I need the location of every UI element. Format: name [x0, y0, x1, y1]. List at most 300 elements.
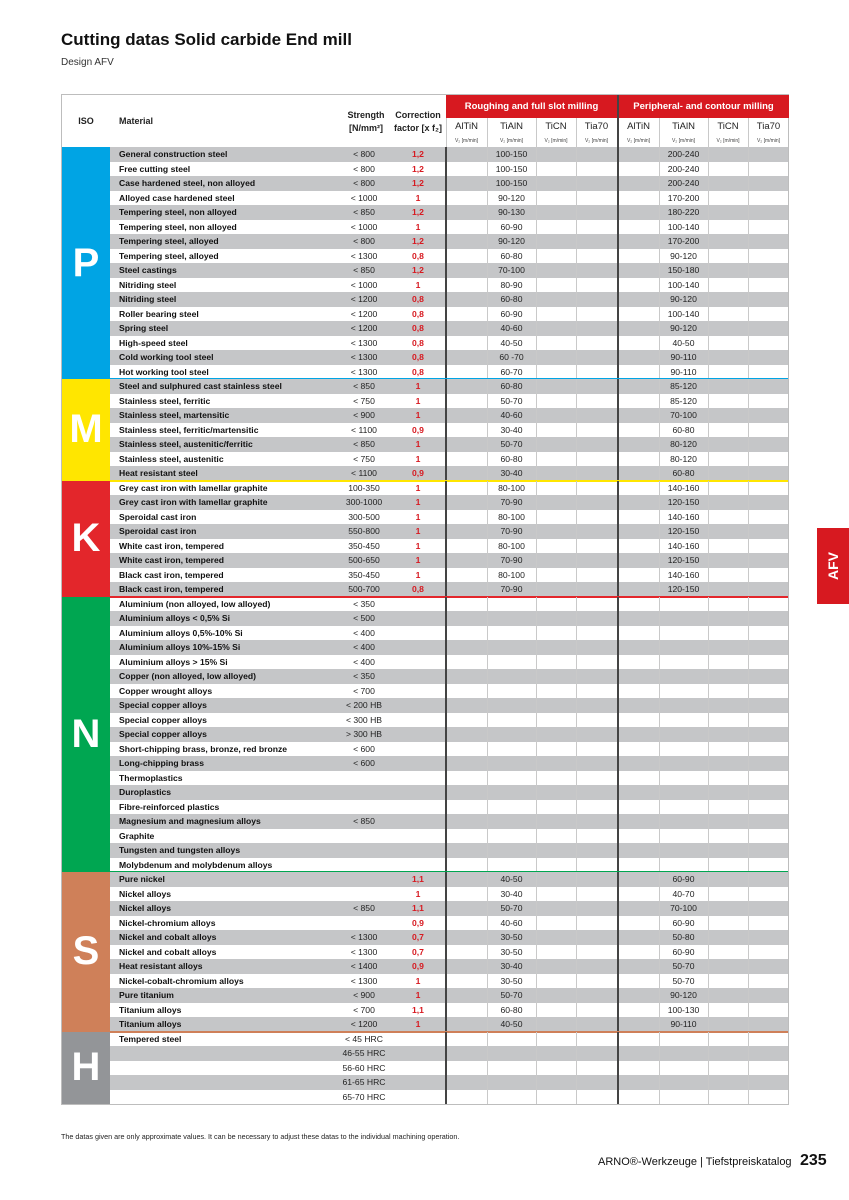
group-divider: [617, 394, 619, 409]
column-divider: [576, 191, 577, 206]
table-row: [62, 249, 788, 264]
strength-cell: < 1200: [350, 323, 378, 333]
group-divider: [617, 872, 619, 887]
column-divider: [748, 916, 749, 931]
table-row: [62, 1003, 788, 1018]
column-divider: [576, 1003, 577, 1018]
group-divider: [617, 568, 619, 583]
column-divider: [487, 887, 488, 902]
column-divider: [708, 814, 709, 829]
group-divider: [445, 843, 447, 858]
material-cell: Black cast iron, tempered: [119, 569, 224, 580]
column-divider: [536, 365, 537, 380]
table-row: [62, 814, 788, 829]
column-divider: [748, 220, 749, 235]
column-divider: [536, 423, 537, 438]
column-divider: [708, 1061, 709, 1076]
column-divider: [748, 524, 749, 539]
column-divider: [748, 568, 749, 583]
column-divider: [487, 988, 488, 1003]
column-divider: [708, 698, 709, 713]
column-divider: [659, 1046, 660, 1061]
column-divider: [536, 176, 537, 191]
material-cell: Special copper alloys: [119, 700, 207, 710]
column-divider: [576, 727, 577, 742]
column-divider: [659, 481, 660, 496]
column-divider: [576, 539, 577, 554]
column-divider: [748, 669, 749, 684]
column-divider: [487, 727, 488, 742]
table-row: [62, 1090, 788, 1105]
column-divider: [659, 800, 660, 815]
column-divider: [487, 974, 488, 989]
column-divider: [748, 945, 749, 960]
column-divider: [536, 437, 537, 452]
strength-cell: < 800: [353, 178, 375, 188]
material-cell: Tempering steel, alloyed: [119, 236, 219, 246]
group-divider: [445, 597, 447, 612]
column-divider: [576, 350, 577, 365]
material-cell: Black cast iron, tempered: [119, 584, 224, 594]
rough-tialn-cell: 60-80: [500, 1004, 523, 1015]
group-divider: [445, 249, 447, 264]
strength-cell: < 800: [353, 163, 375, 174]
column-divider: [576, 785, 577, 800]
strength-cell: < 600: [353, 743, 375, 754]
material-cell: Heat resistant alloys: [119, 961, 203, 971]
material-cell: Titanium alloys: [119, 1004, 182, 1015]
rough-tialn-cell: 40-50: [500, 337, 523, 348]
table-row: [62, 684, 788, 699]
group-divider: [445, 365, 447, 380]
rough-tialn-cell: 80-100: [498, 511, 525, 522]
column-divider: [708, 510, 709, 525]
column-divider: [659, 510, 660, 525]
column-divider: [576, 800, 577, 815]
table-row: [62, 1075, 788, 1090]
column-divider: [659, 234, 660, 249]
column-divider: [659, 829, 660, 844]
strength-cell: < 1000: [350, 279, 378, 290]
column-divider: [487, 959, 488, 974]
contour-tialn-cell: 90-120: [670, 294, 697, 304]
strength-cell: < 1200: [350, 308, 378, 319]
column-divider: [659, 684, 660, 699]
column-divider: [708, 249, 709, 264]
group-divider: [445, 220, 447, 235]
column-divider: [536, 1032, 537, 1047]
material-cell: Tempering steel, non alloyed: [119, 221, 237, 232]
column-divider: [536, 626, 537, 641]
table-row: [62, 510, 788, 525]
group-divider: [445, 829, 447, 844]
contour-tialn-cell: 150-180: [667, 265, 700, 275]
group-divider: [445, 437, 447, 452]
group-divider: [617, 278, 619, 293]
column-divider: [708, 553, 709, 568]
correction-factor-cell: 0,8: [412, 366, 424, 377]
column-divider: [708, 205, 709, 220]
column-divider: [659, 220, 660, 235]
column-divider: [576, 974, 577, 989]
column-divider: [487, 611, 488, 626]
column-divider: [748, 597, 749, 612]
column-divider: [659, 553, 660, 568]
header-material: Material: [119, 116, 154, 126]
strength-cell: < 850: [353, 207, 375, 217]
column-divider: [708, 437, 709, 452]
strength-cell: > 300 HB: [345, 729, 383, 739]
rough-tialn-cell: 40-60: [500, 410, 523, 420]
group-divider: [445, 162, 447, 177]
group-divider: [445, 814, 447, 829]
table-row: [62, 843, 788, 858]
material-cell: Speroidal cast iron: [119, 511, 197, 522]
material-cell: Magnesium and magnesium alloys: [119, 816, 261, 826]
column-divider: [487, 350, 488, 365]
header-unit: V₂ [m/min]: [584, 138, 609, 144]
material-cell: Nickel-chromium alloys: [119, 917, 216, 928]
group-divider: [617, 249, 619, 264]
contour-tialn-cell: 100-140: [667, 279, 700, 290]
column-divider: [659, 959, 660, 974]
column-divider: [659, 495, 660, 510]
column-divider: [659, 205, 660, 220]
material-cell: Case hardened steel, non alloyed: [119, 178, 256, 188]
table-row: [62, 176, 788, 191]
group-divider: [617, 162, 619, 177]
column-divider: [536, 858, 537, 873]
group-divider: [617, 553, 619, 568]
column-divider: [487, 452, 488, 467]
group-divider: [445, 1032, 447, 1047]
column-divider: [576, 307, 577, 322]
column-divider: [487, 481, 488, 496]
column-divider: [536, 510, 537, 525]
column-divider: [659, 118, 660, 147]
column-divider: [536, 959, 537, 974]
column-divider: [708, 452, 709, 467]
column-divider: [708, 220, 709, 235]
column-divider: [748, 408, 749, 423]
group-divider: [445, 321, 447, 336]
group-divider: [617, 829, 619, 844]
group-divider: [617, 945, 619, 960]
group-divider: [617, 582, 619, 597]
table-row: [62, 785, 788, 800]
column-divider: [487, 379, 488, 394]
column-divider: [576, 249, 577, 264]
column-divider: [659, 858, 660, 873]
correction-factor-cell: 1: [415, 975, 421, 986]
column-divider: [487, 1090, 488, 1105]
column-divider: [576, 495, 577, 510]
column-divider: [748, 713, 749, 728]
group-divider: [617, 307, 619, 322]
rough-tialn-cell: 70-90: [500, 526, 523, 536]
column-divider: [659, 655, 660, 670]
group-divider: [617, 1017, 619, 1032]
table-row: [62, 147, 788, 162]
table-row: [62, 278, 788, 293]
iso-group-m: M: [62, 379, 110, 481]
column-divider: [748, 611, 749, 626]
table-row: [62, 988, 788, 1003]
column-divider: [748, 495, 749, 510]
group-divider: [445, 945, 447, 960]
column-divider: [708, 336, 709, 351]
group-divider: [617, 1061, 619, 1076]
column-divider: [487, 1046, 488, 1061]
column-divider: [748, 336, 749, 351]
column-divider: [536, 1046, 537, 1061]
group-divider: [617, 336, 619, 351]
column-divider: [708, 916, 709, 931]
group-divider: [445, 524, 447, 539]
rough-tialn-cell: 30-40: [500, 961, 523, 971]
table-row: [62, 1046, 788, 1061]
table-row: [62, 858, 788, 873]
material-cell: Cold working tool steel: [119, 352, 214, 362]
contour-tialn-cell: 200-240: [667, 178, 700, 188]
group-divider: [617, 887, 619, 902]
correction-factor-cell: 1,2: [412, 236, 424, 246]
group-divider: [445, 800, 447, 815]
column-divider: [487, 321, 488, 336]
column-divider: [659, 350, 660, 365]
column-divider: [536, 292, 537, 307]
column-divider: [659, 887, 660, 902]
column-divider: [659, 379, 660, 394]
group-divider: [445, 423, 447, 438]
group-divider: [617, 597, 619, 612]
column-divider: [748, 292, 749, 307]
column-divider: [487, 495, 488, 510]
rough-tialn-cell: 70-100: [498, 265, 525, 275]
material-cell: Pure titanium: [119, 990, 174, 1000]
column-divider: [536, 640, 537, 655]
contour-tialn-cell: 120-150: [667, 497, 700, 507]
column-divider: [536, 698, 537, 713]
column-divider: [487, 191, 488, 206]
column-divider: [748, 785, 749, 800]
group-divider: [445, 713, 447, 728]
column-divider: [536, 1075, 537, 1090]
column-divider: [748, 901, 749, 916]
column-divider: [708, 408, 709, 423]
material-cell: Tempering steel, non alloyed: [119, 207, 237, 217]
table-row: [62, 307, 788, 322]
column-divider: [659, 176, 660, 191]
column-divider: [708, 539, 709, 554]
correction-factor-cell: 1: [415, 540, 421, 551]
column-divider: [536, 466, 537, 481]
contour-tialn-cell: 90-120: [670, 323, 697, 333]
column-divider: [659, 930, 660, 945]
correction-factor-cell: 1: [415, 482, 421, 493]
correction-factor-cell: 1: [415, 497, 421, 507]
strength-cell: 65-70 HRC: [342, 1091, 386, 1102]
column-divider: [748, 858, 749, 873]
table-row: [62, 292, 788, 307]
column-divider: [576, 887, 577, 902]
column-divider: [576, 930, 577, 945]
column-divider: [487, 423, 488, 438]
correction-factor-cell: 1,1: [412, 903, 424, 913]
table-row: [62, 829, 788, 844]
column-divider: [748, 437, 749, 452]
column-divider: [487, 278, 488, 293]
material-cell: Thermoplastics: [119, 772, 183, 783]
page-title: Cutting datas Solid carbide End mill: [61, 30, 352, 49]
table-row: [62, 669, 788, 684]
column-divider: [708, 1003, 709, 1018]
table-row: [62, 452, 788, 467]
column-divider: [576, 626, 577, 641]
table-row: [62, 379, 788, 394]
column-divider: [576, 118, 577, 147]
column-divider: [576, 684, 577, 699]
group-divider: [617, 858, 619, 873]
column-divider: [487, 843, 488, 858]
column-divider: [576, 988, 577, 1003]
column-divider: [708, 466, 709, 481]
group-divider: [617, 176, 619, 191]
column-divider: [659, 423, 660, 438]
column-divider: [748, 800, 749, 815]
column-divider: [708, 147, 709, 162]
column-divider: [536, 568, 537, 583]
column-divider: [748, 466, 749, 481]
rough-tialn-cell: 60 -70: [499, 352, 524, 362]
column-divider: [708, 379, 709, 394]
material-cell: Stainless steel, ferritic: [119, 395, 211, 406]
column-divider: [487, 118, 488, 147]
column-divider: [487, 205, 488, 220]
correction-factor-cell: 0,9: [412, 468, 424, 478]
column-divider: [536, 234, 537, 249]
column-divider: [576, 263, 577, 278]
group-divider: [617, 191, 619, 206]
table-row: [62, 350, 788, 365]
table-row: [62, 727, 788, 742]
column-divider: [748, 423, 749, 438]
column-divider: [708, 582, 709, 597]
column-divider: [536, 916, 537, 931]
material-cell: Spring steel: [119, 323, 169, 333]
group-divider: [617, 379, 619, 394]
column-divider: [659, 1075, 660, 1090]
column-divider: [708, 829, 709, 844]
column-divider: [708, 278, 709, 293]
strength-cell: 550-800: [348, 526, 380, 536]
group-divider: [617, 365, 619, 380]
side-tab-afv[interactable]: [817, 528, 849, 604]
column-divider: [536, 756, 537, 771]
column-divider: [487, 582, 488, 597]
rough-tialn-cell: 80-100: [498, 482, 525, 493]
material-cell: White cast iron, tempered: [119, 555, 225, 565]
group-divider: [617, 800, 619, 815]
column-divider: [576, 510, 577, 525]
material-cell: Aluminium (non alloyed, low alloyed): [119, 598, 271, 609]
column-divider: [536, 713, 537, 728]
header-correction-line1: Correction: [395, 110, 441, 120]
table-row: [62, 872, 788, 887]
header-unit: V₂ [m/min]: [626, 138, 651, 144]
column-divider: [576, 597, 577, 612]
header-coating-rough-altin: AlTiN: [455, 121, 478, 132]
column-divider: [659, 771, 660, 786]
group-divider: [617, 292, 619, 307]
material-cell: Graphite: [119, 830, 155, 841]
header-unit: V₂ [m/min]: [544, 138, 568, 144]
column-divider: [708, 974, 709, 989]
group-divider: [445, 742, 447, 757]
column-divider: [487, 756, 488, 771]
column-divider: [659, 669, 660, 684]
column-divider: [536, 394, 537, 409]
contour-tialn-cell: 100-140: [667, 221, 700, 232]
column-divider: [487, 626, 488, 641]
strength-cell: < 300 HB: [345, 714, 383, 725]
material-cell: Steel and sulphured cast stainless steel: [119, 381, 282, 391]
column-divider: [708, 597, 709, 612]
rough-tialn-cell: 80-90: [500, 279, 523, 290]
correction-factor-cell: 1,1: [412, 874, 424, 884]
group-divider: [445, 887, 447, 902]
column-divider: [536, 669, 537, 684]
column-divider: [659, 698, 660, 713]
column-divider: [659, 365, 660, 380]
column-divider: [659, 597, 660, 612]
contour-tialn-cell: 140-160: [667, 482, 700, 493]
column-divider: [659, 582, 660, 597]
contour-tialn-cell: 60-90: [672, 917, 695, 928]
correction-factor-cell: 0,8: [412, 308, 424, 319]
column-divider: [536, 278, 537, 293]
correction-factor-cell: 1,2: [412, 207, 424, 217]
group-divider: [617, 1075, 619, 1090]
column-divider: [576, 336, 577, 351]
column-divider: [748, 510, 749, 525]
column-divider: [487, 234, 488, 249]
group-divider: [617, 263, 619, 278]
column-divider: [748, 162, 749, 177]
material-cell: Nickel and cobalt alloys: [119, 946, 217, 957]
table-row: [62, 698, 788, 713]
rough-tialn-cell: 70-90: [500, 584, 523, 594]
table-row: [62, 495, 788, 510]
group-divider: [445, 568, 447, 583]
group-divider: [445, 698, 447, 713]
strength-cell: < 1000: [350, 221, 378, 232]
footer-brand: ARNO®-Werkzeuge | Tiefstpreiskatalog: [598, 1156, 792, 1168]
group-divider: [445, 626, 447, 641]
column-divider: [748, 930, 749, 945]
rough-tialn-cell: 100-150: [495, 163, 528, 174]
header-coating-rough-tialn: TiAlN: [500, 121, 523, 132]
rough-tialn-cell: 90-120: [498, 192, 525, 203]
header-strength-line2: [N/mm²]: [349, 123, 383, 133]
column-divider: [748, 626, 749, 641]
column-divider: [576, 814, 577, 829]
column-divider: [487, 1017, 488, 1032]
column-divider: [487, 698, 488, 713]
correction-factor-cell: 1: [415, 221, 421, 232]
rough-tialn-cell: 80-100: [498, 569, 525, 580]
column-divider: [536, 350, 537, 365]
